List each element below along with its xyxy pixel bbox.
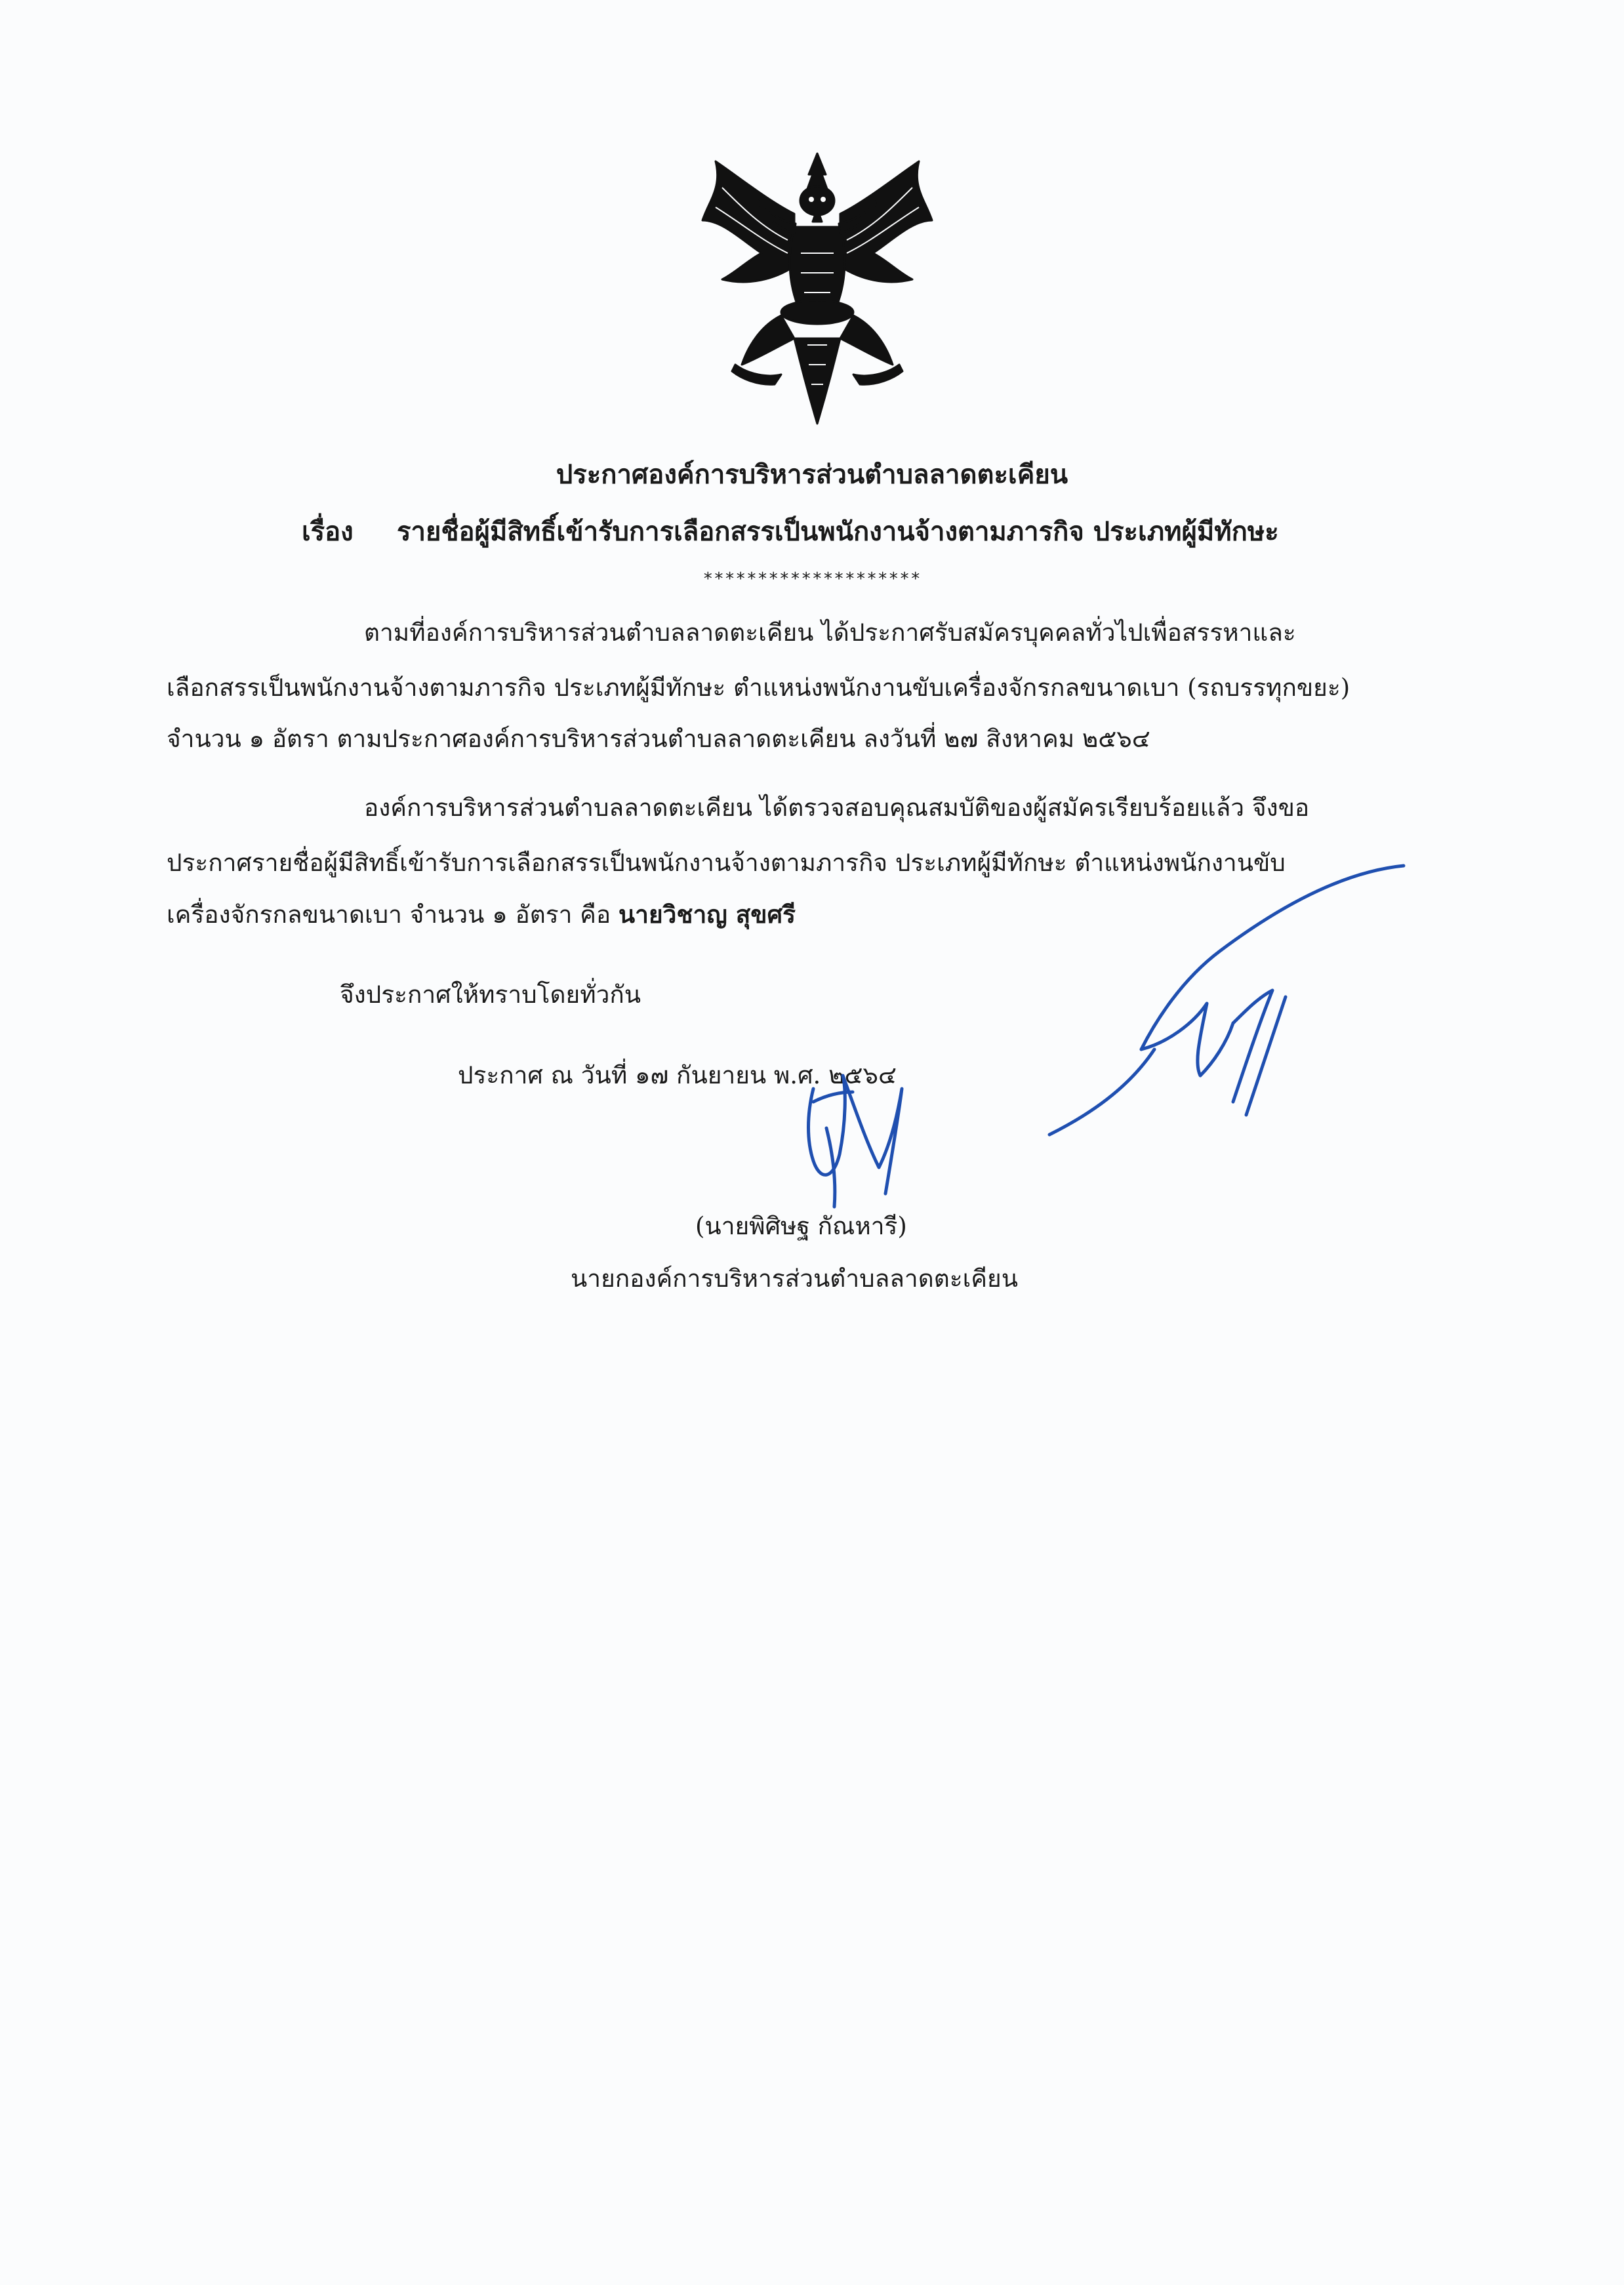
- garuda-emblem-icon: [696, 148, 939, 430]
- paragraph1-line2: เลือกสรรเป็นพนักงานจ้างตามภารกิจ ประเภทผู้มีทักษะ ตำแหน่งพนักงานขับเครื่องจักรกลขนาดเบา (รถบรรทุกขยะ): [167, 674, 1350, 702]
- paragraph2-line3: [167, 900, 796, 929]
- awardee-name: นายวิชาญ สุขศรี: [618, 900, 796, 929]
- handwritten-signature-icon: [682, 826, 1456, 1233]
- paragraph2-line3-text: เครื่องจักรกลขนาดเบา จำนวน ๑ อัตรา คือ: [167, 900, 611, 929]
- paragraph2-line2: ประกาศรายชื่อผู้มีสิทธิ์เข้ารับการเลือกสรรเป็นพนักงานจ้างตามภารกิจ ประเภทผู้มีทักษะ ตำแหน่งพนักงานขับ: [167, 849, 1286, 877]
- separator-line: ********************: [702, 569, 922, 589]
- closing-statement: จึงประกาศให้ทราบโดยทั่วกัน: [340, 981, 641, 1009]
- signatory-title: นายกองค์การบริหารส่วนตำบลลาดตะเคียน: [571, 1264, 1019, 1293]
- paragraph2-line1: องค์การบริหารส่วนตำบลลาดตะเคียน ได้ตรวจสอบคุณสมบัติของผู้สมัครเรียบร้อยแล้ว จึงขอ: [364, 794, 1310, 822]
- subject-text: รายชื่อผู้มีสิทธิ์เข้ารับการเลือกสรรเป็นพนักงานจ้างตามภารกิจ ประเภทผู้มีทักษะ: [397, 516, 1279, 547]
- announcement-title: ประกาศองค์การบริหารส่วนตำบลลาดตะเคียน: [556, 459, 1068, 490]
- paragraph1-line3: จำนวน ๑ อัตรา ตามประกาศองค์การบริหารส่วนตำบลลาดตะเคียน ลงวันที่ ๒๗ สิงหาคม ๒๕๖๔: [167, 725, 1150, 753]
- paragraph1-line1: ตามที่องค์การบริหารส่วนตำบลลาดตะเคียน ได้ประกาศรับสมัครบุคคลทั่วไปเพื่อสรรหาและ: [364, 618, 1296, 647]
- signatory-name: (นายพิศิษฐ กัณหารี): [695, 1212, 907, 1240]
- subject-label: เรื่อง: [302, 516, 354, 547]
- announcement-date: ประกาศ ณ วันที่ ๑๗ กันยายน พ.ศ. ๒๕๖๔: [458, 1061, 897, 1089]
